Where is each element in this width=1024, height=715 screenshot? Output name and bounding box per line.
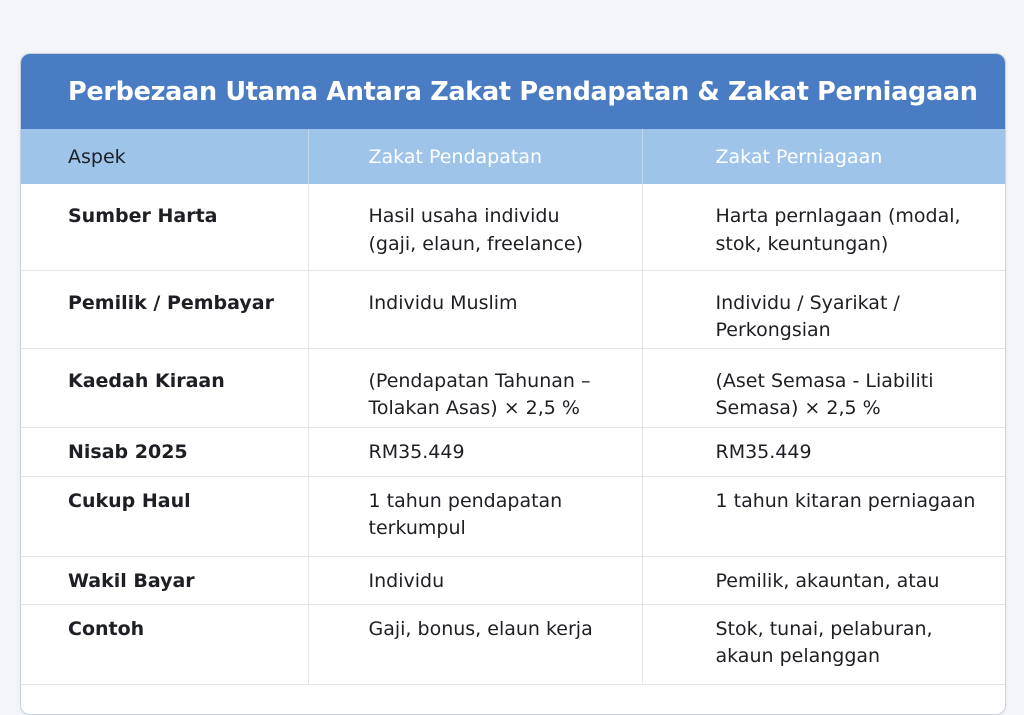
cell-pendapatan [308,427,642,476]
cell-perniagaan [642,427,1005,476]
cell-line: stok, keuntungan) [715,232,889,255]
row-aspect: Kaedah Kiraan [21,348,308,427]
table-row [21,348,1005,427]
cell-line: Individu Muslim [368,291,518,314]
cell-line: RM35.449 [715,440,812,463]
cell-line: Gaji, bonus, elaun kerja [368,617,593,640]
table-row [21,270,1005,348]
comparison-card [20,53,1006,715]
cell-line: Harta pernlagaan (modal, [715,205,961,227]
table-title: Perbezaan Utama Antara Zakat Pendapatan & Zakat Perniagaan [68,76,978,107]
row-aspect: Sumber Harta [21,184,308,270]
cell-perniagaan [642,348,1005,427]
cell-pendapatan [308,270,642,348]
cell-line: Individu / Syarikat / [715,291,900,314]
cell-perniagaan [642,604,1005,684]
cell-perniagaan [642,556,1005,604]
cell-line: Pemilik, akauntan, atau [715,569,940,592]
cell-perniagaan [642,476,1005,556]
cell-perniagaan [642,184,1005,270]
title-bar [21,54,1005,129]
cell-pendapatan [308,476,642,556]
cell-line: 1 tahun kitaran perniagaan [715,489,976,512]
cell-pendapatan [308,348,642,427]
header-aspek: Aspek [21,129,308,184]
row-aspect: Wakil Bayar [21,556,308,604]
cell-line: Semasa) × 2,5 % [715,397,881,419]
cell-line: 1 tahun pendapatan [368,489,563,512]
comparison-table [21,129,1005,685]
table-row [21,556,1005,604]
cell-line: Individu [368,569,445,592]
header-zakat-perniagaan: Zakat Perniagaan [715,145,883,168]
cell-line: Hasil usaha individu [368,205,560,227]
header-row [21,129,1005,184]
cell-perniagaan [642,270,1005,348]
row-aspect: Contoh [21,604,308,684]
cell-line: (gaji, elaun, freelance) [368,232,584,255]
table-row [21,476,1005,556]
cell-pendapatan [308,556,642,604]
row-aspect: Pemilik / Pembayar [21,270,308,348]
row-aspect: Nisab 2025 [21,427,308,476]
header-zakat-pendapatan: Zakat Pendapatan [308,129,642,184]
cell-line: RM35.449 [368,440,465,463]
row-aspect: Cukup Haul [21,476,308,556]
cell-line: terkumpul [368,517,466,539]
cell-pendapatan [308,604,642,684]
cell-line: Tolakan Asas) × 2,5 % [368,397,580,419]
cell-line: akaun pelanggan [715,645,881,667]
table-row [21,604,1005,684]
cell-line: Stok, tunai, pelaburan, [715,617,933,640]
table-row [21,427,1005,476]
cell-line: (Pendapatan Tahunan – [368,369,591,392]
cell-pendapatan [308,184,642,270]
table-row [21,184,1005,270]
cell-line: (Aset Semasa - Liabiliti [715,369,934,392]
cell-line: Perkongsian [715,319,831,341]
